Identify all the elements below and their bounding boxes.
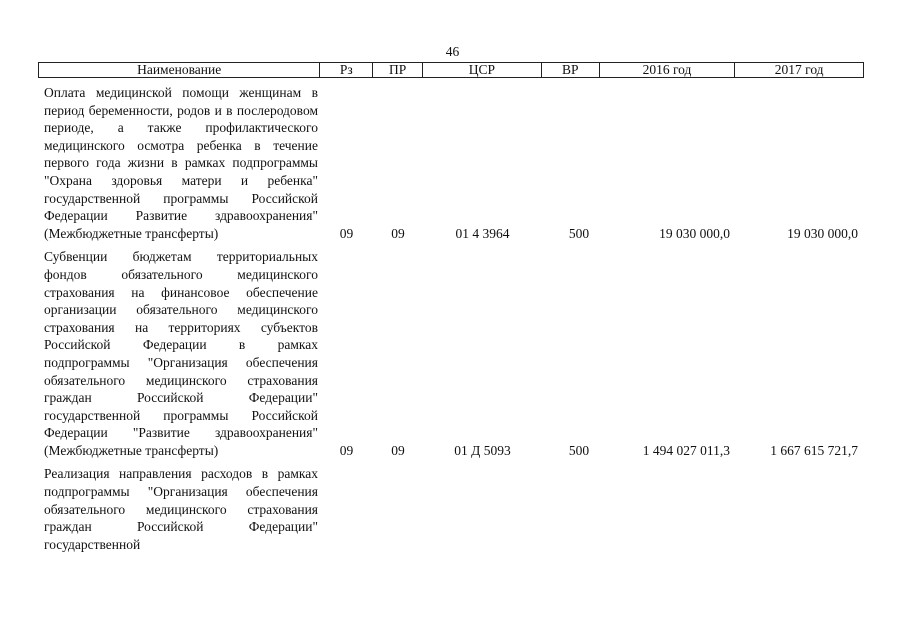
row-2017: 19 030 000,0 <box>787 225 858 241</box>
header-2017: 2017 год <box>774 62 824 77</box>
row-2016: 1 494 027 011,3 <box>642 442 730 458</box>
table-row <box>38 248 864 459</box>
header-name: Наименование <box>39 63 320 77</box>
table-header <box>38 62 864 78</box>
row-2017: 1 667 615 721,7 <box>770 442 858 458</box>
row-csr: 01 4 3964 <box>455 225 510 241</box>
row-name: Оплата медицинской помощи женщинам в период беременности, родов и в послеродовом периоде, а также профилактического медицинского осмотра ребенка в течение первого года жизни в рамках подпрограммы "Охрана здоровья матери и ребенка" государственной программы Российской Федерации Развитие здравоохранения" (Межбюджетные трансферты) <box>44 85 318 241</box>
row-csr: 01 Д 5093 <box>454 442 511 458</box>
row-2016: 19 030 000,0 <box>659 225 730 241</box>
row-rz: 09 <box>339 225 354 241</box>
header-vr: ВР <box>542 63 600 77</box>
table-row <box>38 465 864 553</box>
row-vr: 500 <box>568 225 590 241</box>
table-body <box>38 84 864 559</box>
table-row <box>38 84 864 242</box>
row-name: Субвенции бюджетам территориальных фондов обязательного медицинского страхования на финансовое обеспечение организации обязательного медицинского страхования на территориях субъектов Российской Федерации в рамках подпрограммы "Организация обеспечения обязательного медицинского страхования граждан Российской Федерации" государственной программы Российской Федерации "Развитие здравоохранения" (Межбюджетные трансферты) <box>44 249 318 458</box>
header-rz: Рз <box>320 63 373 77</box>
page-number: 46 <box>445 44 460 59</box>
row-vr: 500 <box>568 442 590 458</box>
header-csr: ЦСР <box>423 63 542 77</box>
header-pr: ПР <box>373 63 423 77</box>
row-pr: 09 <box>391 442 405 458</box>
row-rz: 09 <box>339 442 354 458</box>
row-name: Реализация направления расходов в рамках подпрограммы "Организация обеспечения обязательного медицинского страхования граждан Российской Федерации" государственной <box>44 466 318 552</box>
row-pr: 09 <box>391 225 405 241</box>
header-2016: 2016 год <box>600 63 736 77</box>
